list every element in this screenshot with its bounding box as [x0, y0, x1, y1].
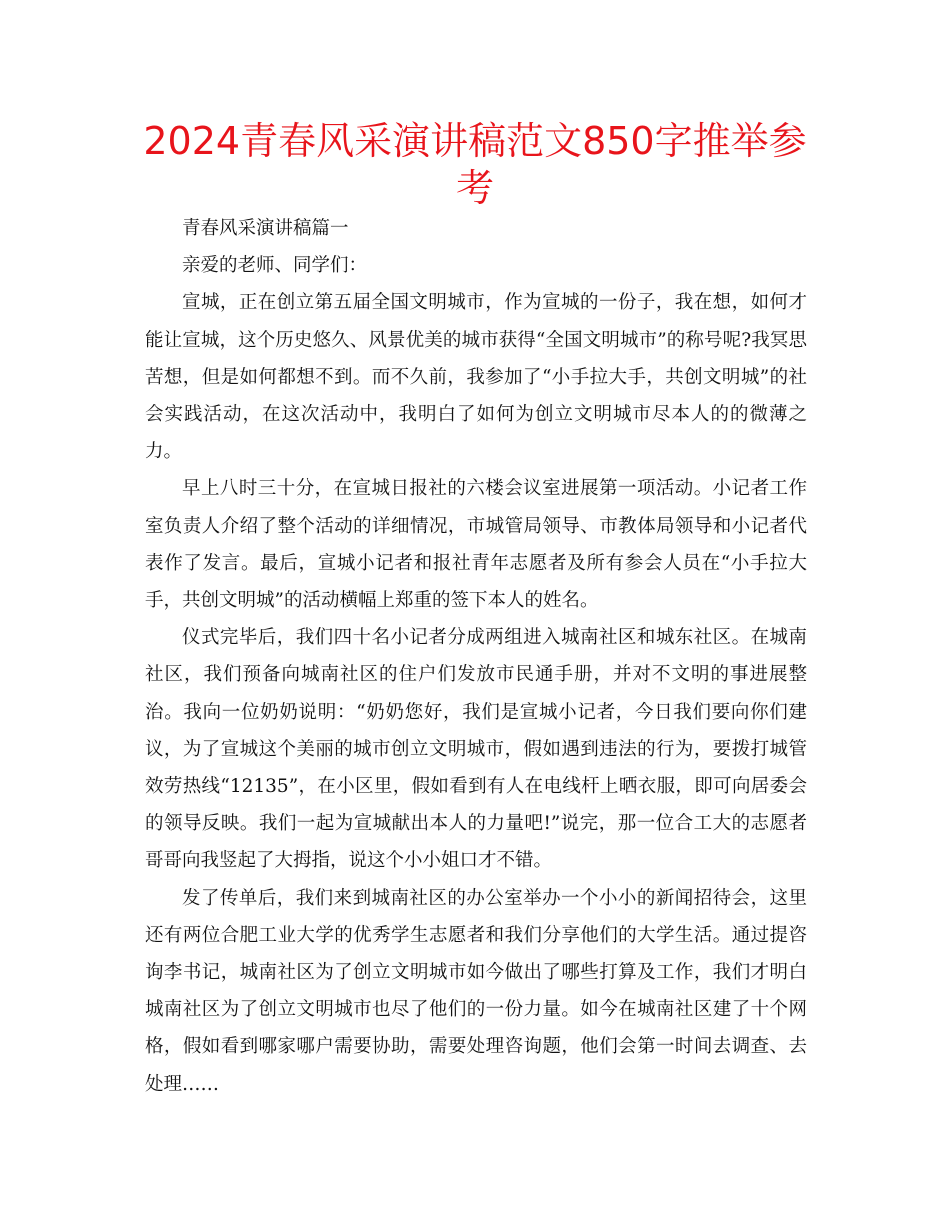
paragraph: 仪式完毕后，我们四十名小记者分成两组进入城南社区和城东社区。在城南社区，我们预备向城南社区的住户们发放市民通手册，并对不文明的事进展整治。我向一位奶奶说明：“奶奶您好，我们是宣城小记者，今日我们要向你们建议，为了宣城这个美丽的城市创立文明城市，假如遇到违法的行为，要拨打城管效劳热线“12135”，在小区里，假如看到有人在电线杆上晒衣服，即可向居委会的领导反映。我们一起为宣城献出本人的力量吧!”说完，那一位合工大的志愿者哥哥向我竖起了大拇指，说这个小小姐口才不错。 [145, 627, 807, 872]
paragraph: 宣城，正在创立第五届全国文明城市，作为宣城的一份子，我在想，如何才能让宣城，这个历史悠久、风景优美的城市获得“全国文明城市”的称号呢?我冥思苦想，但是如何都想不到。而不久前，我参加了“小手拉大手，共创文明城”的社会实践活动，在这次活动中，我明白了如何为创立文明城市尽本人的的微薄之力。 [145, 292, 807, 463]
document-title: 2024青春风采演讲稿范文850字推举参考 [143, 119, 807, 210]
paragraph: 发了传单后，我们来到城南社区的办公室举办一个小小的新闻招待会，这里还有两位合肥工业大学的优秀学生志愿者和我们分享他们的大学生活。通过提咨询李书记，城南社区为了创立文明城市如今做出了哪些打算及工作，我们才明白城南社区为了创立文明城市也尽了他们的一份力量。如今在城南社区建了十个网格，假如看到哪家哪户需要协助，需要处理咨询题，他们会第一时间去调查、去处理…… [145, 887, 807, 1095]
document-body [145, 210, 807, 1103]
paragraph: 早上八时三十分，在宣城日报社的六楼会议室进展第一项活动。小记者工作室负责人介绍了整个活动的详细情况，市城管局领导、市教体局领导和小记者代表作了发言。最后，宣城小记者和报社青年志愿者及所有参会人员在“小手拉大手，共创文明城”的活动横幅上郑重的签下本人的姓名。 [145, 478, 807, 612]
section-heading: 青春风采演讲稿篇一 [182, 218, 349, 239]
salutation: 亲爱的老师、同学们： [182, 255, 368, 277]
